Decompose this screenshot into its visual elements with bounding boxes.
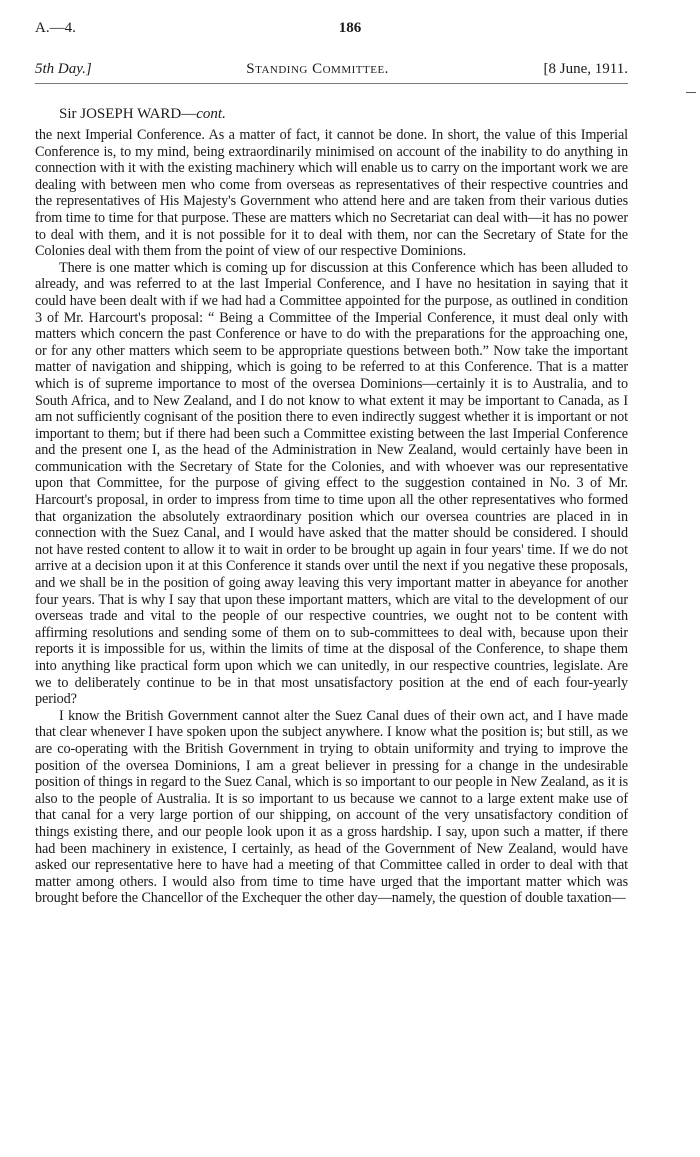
date-label: [8 June, 1911.: [543, 61, 628, 77]
paragraph: There is one matter which is coming up for discussion at this Conference which has been alluded to already, and was referred to at the last Imperial Conference, and I have no hesitation in saying that it could have been dealt with if we had had a Committee appointed for the purpose, as outlined in condition 3 of Mr. Harcourt's proposal: “ Being a Committee of the Imperial Conference, it must deal only with matters which concern the past Conference or have to do with the preparations for the approaching one, or for any other matters which seem to be appropriate questions between both.” Now take the important matter of navigation and shipping, which is going to be referred to at this Conference. That is a matter which is of supreme importance to most of the oversea Dominions—certainly it is to Australia, and to South Africa, and to New Zealand, and I do not know to what extent it may be important to Canada, as I am not sufficiently cognisant of the position there to even indirectly suggest whether it is important or not important to them; but if there had been such a Committee existing between the last Imperial Conference and the present one I, as the head of the Administration in New Zealand, would certainly have been in communication with the Secretary of State for the Colonies, and with whoever was our representative upon that Committee, for the purpose of giving effect to the suggestion contained in No. 3 of Mr. Harcourt's proposal, in order to impress from time to time upon all the other representatives who formed that organization the absolutely extraordinary position which our oversea countries are placed in in connection with the Suez Canal, and I would have asked that the matter should be considered. I should not have rested content to allow it to wait in order to be brought up again in four years' time. If we do not arrive at a decision upon it at this Conference it stands over until the next if you negative these proposals, and we shall be in the position of going away leaving this very important matter in abeyance for another four years. That is why I say that upon these important matters, which are vital to the development of our overseas trade and vital to the people of our respective countries, we ought not to be content with affirming resolutions and sending some of them on to sub-committees to deal with, because upon their reports it is impossible for us, within the limits of time at the disposal of the Conference, to shape them into anything like practical form upon which we can unitedly, in our respective countries, legislate. Are we to deliberately continue to be in that most unsatisfactory position at the end of each four-yearly period?: [35, 259, 628, 708]
paragraph: the next Imperial Conference. As a matter of fact, it cannot be done. In short, the value of this Imperial Conference is, to my mind, being extraordinarily minimised on account of the inability to do anything in connection with it with the existing machinery which will enable us to carry on the important work we are dealing with between men who come from overseas as representatives of their respective countries and the representatives of His Majesty's Government who attend here and are taken from their various duties from time to time for that purpose. These are matters which no Secretariat can deal with—it has no power to deal with them, and it is not possible for it to deal with them, nor can the Secretary of State for the Colonies deal with them from the point of view of our respective Dominions.: [35, 127, 628, 260]
running-header: [35, 61, 628, 78]
speaker-heading: [59, 106, 226, 123]
page-number: 186: [338, 20, 362, 36]
committee-title: Standing Committee.: [246, 61, 389, 77]
day-label: 5th Day.]: [35, 61, 92, 77]
speaker-name: Sir JOSEPH WARD—: [59, 106, 197, 122]
margin-mark: [686, 92, 696, 93]
header-divider: [35, 83, 628, 84]
paper-reference: A.—4.: [35, 20, 76, 36]
paragraph: I know the British Government cannot alter the Suez Canal dues of their own act, and I have made that clear whenever I have spoken upon the subject anywhere. I know what the position is; but still, as we are co-operating with the British Government in trying to obtain uniformity and trying to improve the position of the oversea Dominions, I am a great believer in pressing for a change in the undesirable position of things in regard to the Suez Canal, which is so important to our people in New Zealand, as it is also to the people of Australia. It is so important to us because we cannot to a large extent make use of that canal for a very large portion of our shipping, on account of the very unsatisfactory condition of things existing there, and our people look upon it as a gross hardship. I say, upon such a matter, if there had been machinery in existence, I certainly, as head of the Government of New Zealand, would have asked our representative here to have had a meeting of that Committee called in order to deal with that matter among others. I would also from time to time have urged that the important matter which was brought before the Chancellor of the Exchequer the other day—namely, the question of double taxation—: [35, 707, 628, 907]
body-text: [35, 127, 628, 907]
speaker-cont: cont.: [196, 106, 226, 122]
